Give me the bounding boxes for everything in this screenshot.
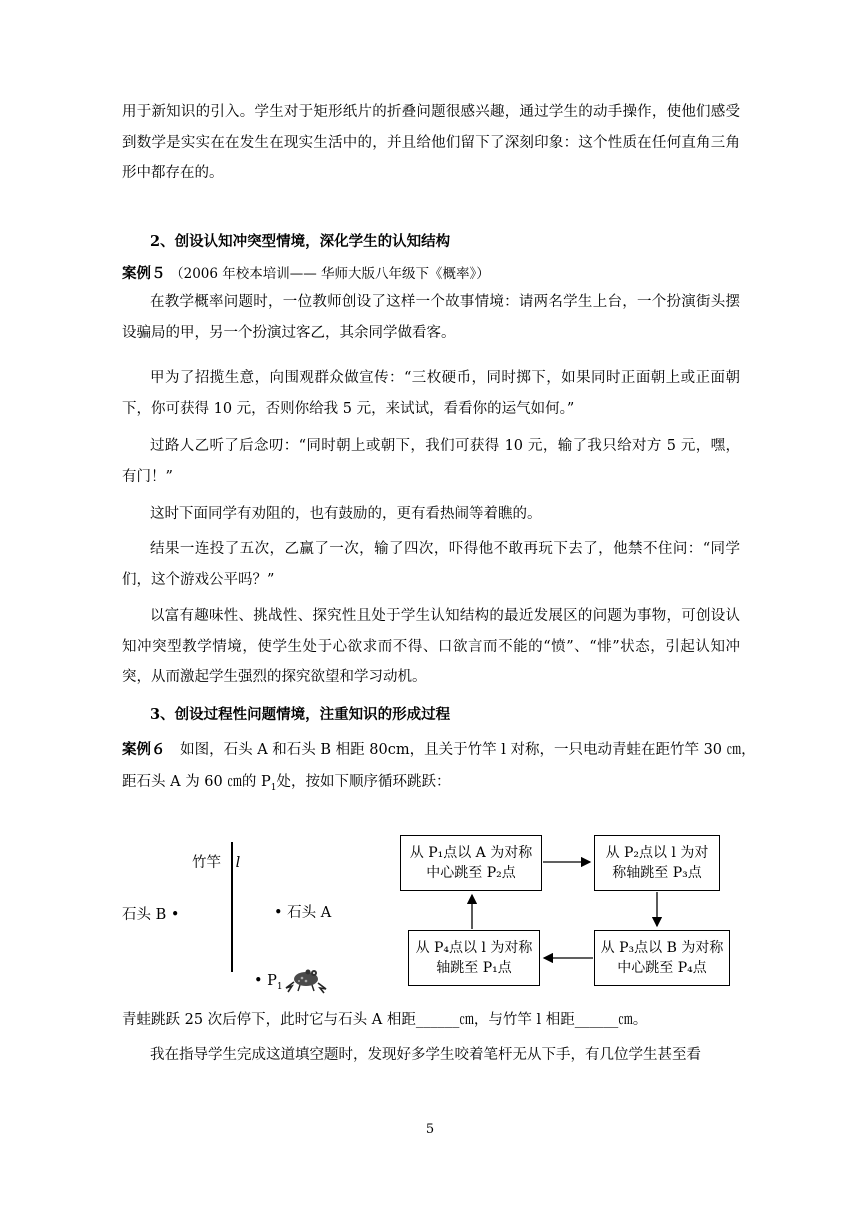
paragraph-jia-promo: 甲为了招揽生意，向围观群众做宣传：“三枚硬币，同时掷下，如果同时正面朝上或正面朝下，你可获得 10 元，否则你给我 5 元，来试试，看看你的运气如何。”: [122, 370, 740, 417]
case6-line2-end: 处，按如下顺序循环跳跃：: [276, 774, 451, 790]
flow-box-3: 从 P₃点以 B 为对称中心跳至 P₄点: [594, 930, 730, 986]
p1-dot-text: • P: [254, 973, 277, 989]
stone-b-label: 石头 B •: [122, 907, 180, 923]
paragraph-teacher-observation: 我在指导学生完成这道填空题时，发现好多学生咬着笔杆无从下手，有几位学生甚至看: [150, 1047, 701, 1063]
case6-line2-text: 距石头 A 为 60 ㎝的 P: [122, 774, 271, 790]
flow-arrows: [110, 820, 750, 1010]
paragraph-audience: 这时下面同学有劝阻的，也有鼓励的，更有看热闹等着瞧的。: [150, 506, 542, 522]
flow-box-2: 从 P₂点以 l 为对称轴跳至 P₃点: [594, 835, 720, 891]
flow-box-4: 从 P₄点以 l 为对称轴跳至 P₁点: [408, 930, 540, 986]
p1-sub: 1: [276, 981, 283, 992]
pole-symbol: l: [235, 855, 241, 871]
case5-source: （2006 年校本培训—— 华师大版八年级下《概率》）: [170, 266, 490, 282]
paragraph-yi-reply: 过路人乙听了后念叨：“同时朝上或朝下，我们可获得 10 元，输了我只给对方 5 元，嘿，有门！”: [122, 438, 740, 485]
paragraph-story-setup: 在教学概率问题时，一位教师创设了这样一个故事情境：请两名学生上台，一个扮演街头摆设骗局的甲，另一个扮演过客乙，其余同学做看客。: [122, 294, 740, 341]
pole-label-text: 竹竿: [192, 855, 221, 871]
flow-box-1: 从 P₁点以 A 为对称中心跳至 P₂点: [400, 835, 542, 891]
case6-line2: [122, 772, 450, 798]
case6-line1: [122, 740, 756, 760]
paragraph-analysis: 以富有趣味性、挑战性、探究性且处于学生认知结构的最近发展区的问题为事物，可创设认知冲突型教学情境，使学生处于心欲求而不得、口欲言而不能的“愤”、“悱”状态，引起认知冲突，从而激起学生强烈的探究欲望和学习动机。: [122, 608, 740, 685]
section-heading-3: 3、创设过程性问题情境，注重知识的形成过程: [150, 706, 451, 723]
paragraph-intro: 用于新知识的引入。学生对于矩形纸片的折叠问题很感兴趣，通过学生的动手操作，使他们感受到数学是实实在在发生在现实生活中的，并且给他们留下了深刻印象：这个性质在任何直角三角形中都存在的。: [122, 104, 740, 181]
question-line: 青蛙跳跃 25 次后停下，此时它与石头 A 相距______㎝，与竹竿 l 相距______㎝。: [122, 1012, 648, 1028]
frog-jump-diagram: [110, 820, 750, 1010]
page-number: 5: [425, 1122, 435, 1137]
case6-line2-sub: 1: [270, 782, 277, 793]
case5-label: 案例５: [122, 265, 166, 282]
case6-text: 如图，石头 A 和石头 B 相距 80cm，且关于竹竿 l 对称，一只电动青蛙在距竹竿 30 ㎝，: [180, 742, 756, 758]
section-heading-2: 2、创设认知冲突型情境，深化学生的认知结构: [150, 233, 451, 250]
stone-a-label: • 石头 A: [274, 905, 332, 921]
case5-header: [122, 264, 490, 284]
paragraph-result: 结果一连投了五次，乙赢了一次，输了四次，吓得他不敢再玩下去了，他禁不住问：“同学们，这个游戏公平吗？”: [122, 541, 740, 588]
case6-label: 案例６: [122, 741, 166, 758]
